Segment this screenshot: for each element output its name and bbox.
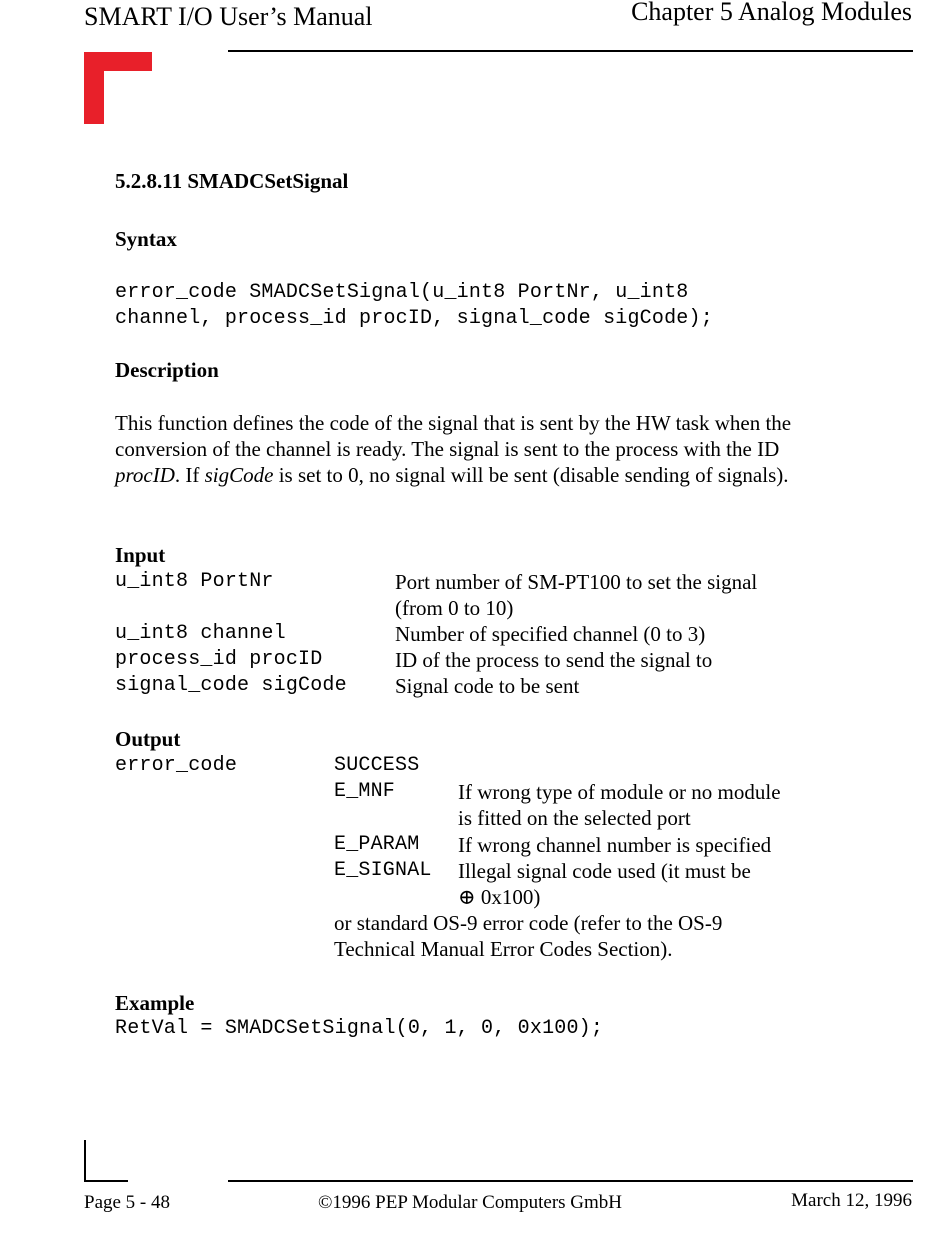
footer-corner-mark [84,1180,128,1182]
input-param-name: u_int8 channel [115,622,286,645]
description-heading: Description [115,358,219,382]
input-param-name: process_id procID [115,648,323,671]
syntax-code-line: channel, process_id procID, signal_code sigCode); [115,307,713,330]
section-title: 5.2.8.11 SMADCSetSignal [115,169,349,193]
footer-date: March 12, 1996 [791,1190,912,1211]
example-code: RetVal = SMADCSetSignal(0, 1, 0, 0x100); [115,1017,604,1040]
syntax-code-line: error_code SMADCSetSignal(u_int8 PortNr, u_int8 [115,281,689,304]
header-chapter-title: Chapter 5 Analog Modules [631,0,912,26]
header-rule [228,50,913,52]
description-var-procid: procID [115,463,175,487]
output-code-desc: Illegal signal code used (it must be [458,859,751,883]
footer-copyright: ©1996 PEP Modular Computers GmbH [318,1192,623,1213]
output-standard-note: or standard OS-9 error code (refer to the OS-9 [334,911,723,935]
input-param-name: signal_code sigCode [115,674,347,697]
output-code: E_SIGNAL [334,859,432,882]
input-param-desc: (from 0 to 10) [395,596,514,620]
footer-page-number: Page 5 - 48 [84,1192,171,1213]
input-param-desc: Signal code to be sent [395,674,580,698]
output-return-name: error_code [115,754,238,777]
description-paragraph [115,410,835,488]
input-param-desc: Port number of SM-PT100 to set the signal [395,570,758,594]
output-code-desc: is fitted on the selected port [458,806,691,830]
header-manual-title: SMART I/O User’s Manual [84,2,373,31]
description-text: . If [174,463,205,487]
output-code-desc: ⊕ 0x100) [458,885,541,909]
corner-mark-logo [84,52,152,124]
input-param-desc: Number of specified channel (0 to 3) [395,622,706,646]
output-standard-note: Technical Manual Error Codes Section). [334,937,673,961]
output-code-desc: If wrong type of module or no module [458,780,781,804]
output-heading: Output [115,727,181,751]
input-heading: Input [115,543,166,567]
footer-rule [228,1180,913,1182]
input-param-name: u_int8 PortNr [115,570,274,593]
example-heading: Example [115,991,195,1015]
syntax-heading: Syntax [115,227,177,251]
output-code: E_PARAM [334,833,420,856]
description-text: is set to 0, no signal will be sent (disable sending of signals). [273,463,789,487]
description-var-sigcode: sigCode [204,463,274,487]
output-code-desc: If wrong channel number is specified [458,833,772,857]
footer-corner-mark [84,1140,86,1182]
input-param-desc: ID of the process to send the signal to [395,648,713,672]
description-text: This function defines the code of the signal that is sent by the HW task when the conversion of the channel is ready. The signal is sent to the process with the ID [115,411,792,461]
output-code: SUCCESS [334,754,420,777]
output-code: E_MNF [334,780,396,803]
